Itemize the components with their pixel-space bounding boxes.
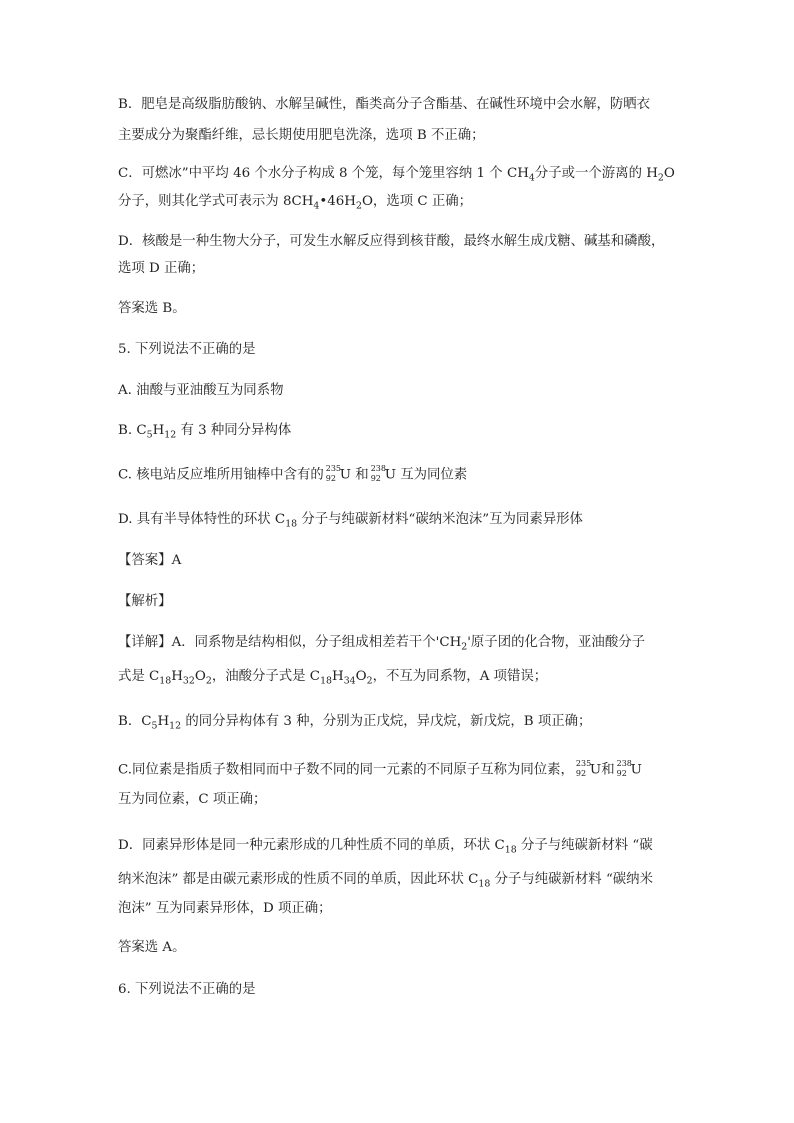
prev-option-d-line-2: 选项 D 正确； bbox=[118, 261, 205, 276]
prev-option-c-line-1: C．可燃冰”中平均 46 个水分子构成 8 个笼，每个笼里容纳 1 个 $CH_4$分子或一个游离的 $H_2O$ bbox=[118, 166, 675, 184]
uranium-238-nuclide-detail: 238 92 bbox=[616, 759, 632, 778]
question-6-stem: 6. 下列说法不正确的是 bbox=[118, 982, 256, 997]
question-5-option-c: C. 核电站反应堆所用铀棒中含有的 235 92 U 和 238 92 U 互为同位素 bbox=[118, 464, 468, 483]
question-5-option-b: B. $C_5H_{12}$ 有 3 种同分异构体 bbox=[118, 423, 292, 441]
uranium-238-nuclide: 238 92 bbox=[370, 464, 386, 483]
question-5-answer: 【答案】A bbox=[118, 553, 182, 568]
question-5-final-answer: 答案选 A。 bbox=[118, 940, 186, 955]
uranium-235-nuclide-detail: 235 92 bbox=[575, 759, 592, 778]
detail-line-3: B．$C_5H_{12}$ 的同分异构体有 3 种，分别为正戊烷，异戊烷，新戊烷，B 项正确； bbox=[118, 714, 592, 732]
prev-option-d-line-1: D．核酸是一种生物大分子，可发生水解反应得到核苷酸，最终水解生成戊糖、碱基和磷酸， bbox=[118, 234, 665, 249]
detail-line-5: 互为同位素，C 项正确； bbox=[118, 792, 267, 807]
question-5-stem: 5. 下列说法不正确的是 bbox=[118, 342, 256, 357]
detail-line-1: 【详解】A．同系物是结构相似，分子组成相差若干个'$CH_2$'原子团的化合物，亚油酸分子 bbox=[118, 635, 645, 653]
detail-line-6: D．同素异形体是同一种元素形成的几种性质不同的单质，环状 $C_{18}$ 分子与纯碳新材料 “碳 bbox=[118, 838, 653, 856]
detail-line-7: 纳米泡沫” 都是由碳元素形成的性质不同的单质，因此环状 $C_{18}$ 分子与纯碳新材料 “碳纳米 bbox=[118, 872, 653, 890]
question-5-option-d: D. 具有半导体特性的环状 $C_{18}$ 分子与纯碳新材料“碳纳米泡沫”互为同素异形体 bbox=[118, 512, 583, 530]
detail-line-4: C.同位素是指质子数相同而中子数不同的同一元素的不同原子互称为同位素， 235 92 U和 238 92 U bbox=[118, 759, 642, 778]
prev-option-b-line-1: B．肥皂是高级脂肪酸钠、水解呈碱性，酯类高分子含酯基、在碱性环境中会水解，防晒衣 bbox=[118, 97, 651, 112]
prev-option-b-line-2: 主要成分为聚酯纤维，忌长期使用肥皂洗涤，选项 B 不正确； bbox=[118, 128, 485, 143]
uranium-235-nuclide: 235 92 bbox=[325, 464, 342, 483]
prev-answer: 答案选 B。 bbox=[118, 301, 186, 316]
detail-line-2: 式是 $C_{18}H_{32}O_2$，油酸分子式是 $C_{18}H_{34}O_2$，不互为同系物，A 项错误； bbox=[118, 669, 548, 687]
question-5-analysis-heading: 【解析】 bbox=[118, 594, 172, 609]
prev-option-c-line-2: 分子，则其化学式可表示为 $8CH_4•46H_2O$，选项 C 正确； bbox=[118, 194, 473, 212]
detail-line-8: 泡沫” 互为同素异形体，D 项正确； bbox=[118, 901, 332, 916]
question-5-option-a: A. 油酸与亚油酸互为同系物 bbox=[118, 383, 284, 398]
